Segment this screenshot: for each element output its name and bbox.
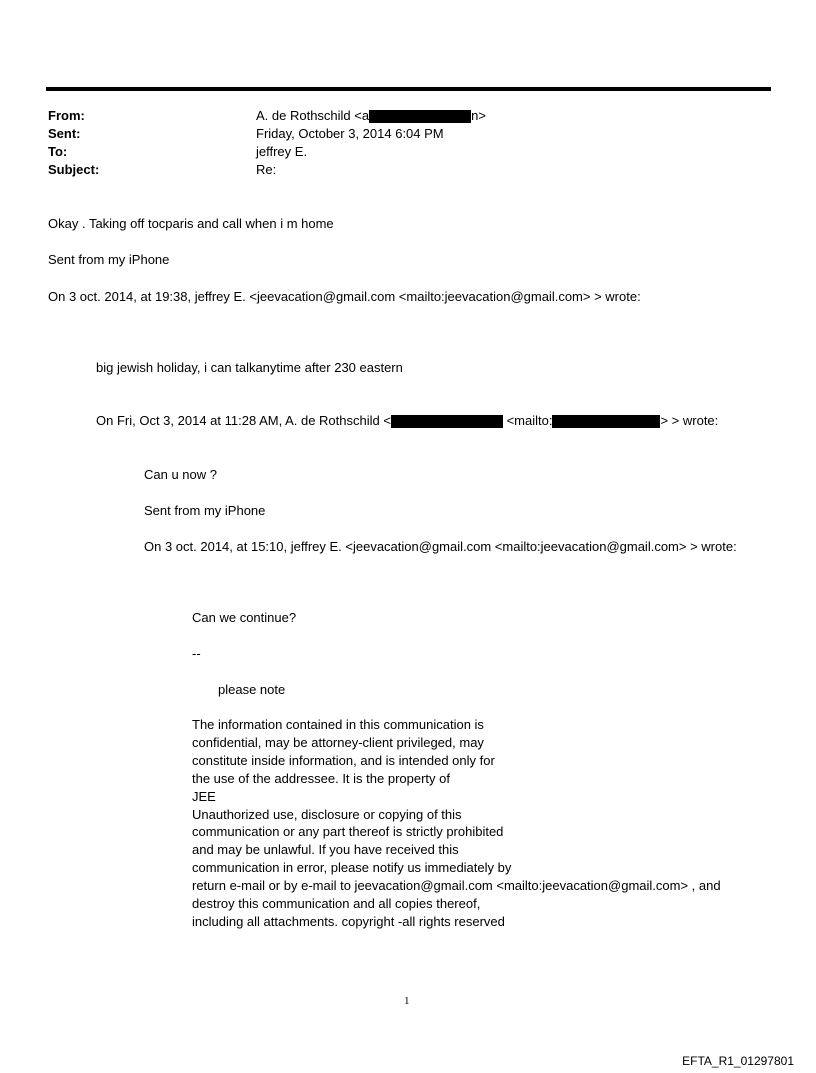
disclaimer-line: return e-mail or by e-mail to jeevacation@gmail.com <mailto:jeevacation@gmail.com> , and (192, 878, 721, 894)
from-open: <a (354, 108, 370, 123)
from-close: n> (471, 108, 486, 123)
to-label: To: (48, 144, 68, 159)
quote2-line-3: On 3 oct. 2014, at 15:10, jeffrey E. <jeevacation@gmail.com <mailto:jeevacation@gmail.com> > wrote: (144, 539, 737, 554)
quote3-note: please note (218, 682, 286, 697)
page-number: 1 (404, 995, 410, 1007)
body-line-2: Sent from my iPhone (48, 252, 170, 267)
from-value (256, 107, 486, 125)
disclaimer-line: communication or any part thereof is strictly prohibited (192, 824, 504, 840)
quote1-header (96, 412, 718, 430)
quote2-line-2: Sent from my iPhone (144, 503, 266, 518)
header-divider (46, 87, 771, 91)
quote1-header-mid: <mailto: (506, 413, 553, 428)
subject-value: Re: (256, 162, 277, 177)
redaction-box (391, 415, 503, 428)
disclaimer-line: and may be unlawful. If you have received this (192, 842, 459, 858)
to-value: jeffrey E. (256, 144, 308, 159)
body-line-1: Okay . Taking off tocparis and call when i m home (48, 216, 334, 231)
disclaimer (192, 716, 721, 931)
body-line-3: On 3 oct. 2014, at 19:38, jeffrey E. <jeevacation@gmail.com <mailto:jeevacation@gmail.com> > wrote: (48, 289, 641, 304)
quote3-separator: -- (192, 646, 201, 661)
sent-value: Friday, October 3, 2014 6:04 PM (256, 126, 444, 141)
quote1-text: big jewish holiday, i can talkanytime after 230 eastern (96, 360, 403, 375)
disclaimer-line: destroy this communication and all copies thereof, (192, 896, 481, 912)
quote1-header-pre: On Fri, Oct 3, 2014 at 11:28 AM, A. de Rothschild < (96, 413, 391, 428)
document-id: EFTA_R1_01297801 (682, 1054, 794, 1068)
from-label: From: (48, 108, 85, 123)
quote2-line-1: Can u now ? (144, 467, 217, 482)
disclaimer-line: The information contained in this communication is (192, 717, 484, 732)
quote3-line-1: Can we continue? (192, 610, 297, 625)
disclaimer-line: JEE (192, 788, 216, 804)
from-name: A. de Rothschild (256, 108, 351, 123)
redaction-box (552, 415, 660, 428)
disclaimer-line: confidential, may be attorney-client privileged, may (192, 734, 484, 750)
quote1-header-post: > > wrote: (660, 413, 719, 428)
disclaimer-line: communication in error, please notify us immediately by (192, 860, 512, 876)
disclaimer-line: constitute inside information, and is intended only for (192, 752, 495, 768)
subject-label: Subject: (48, 162, 100, 177)
disclaimer-line: including all attachments. copyright -all rights reserved (192, 913, 505, 929)
disclaimer-line: Unauthorized use, disclosure or copying of this (192, 806, 462, 822)
redaction-box (369, 110, 471, 123)
disclaimer-line: the use of the addressee. It is the property of (192, 770, 450, 786)
sent-label: Sent: (48, 126, 81, 141)
